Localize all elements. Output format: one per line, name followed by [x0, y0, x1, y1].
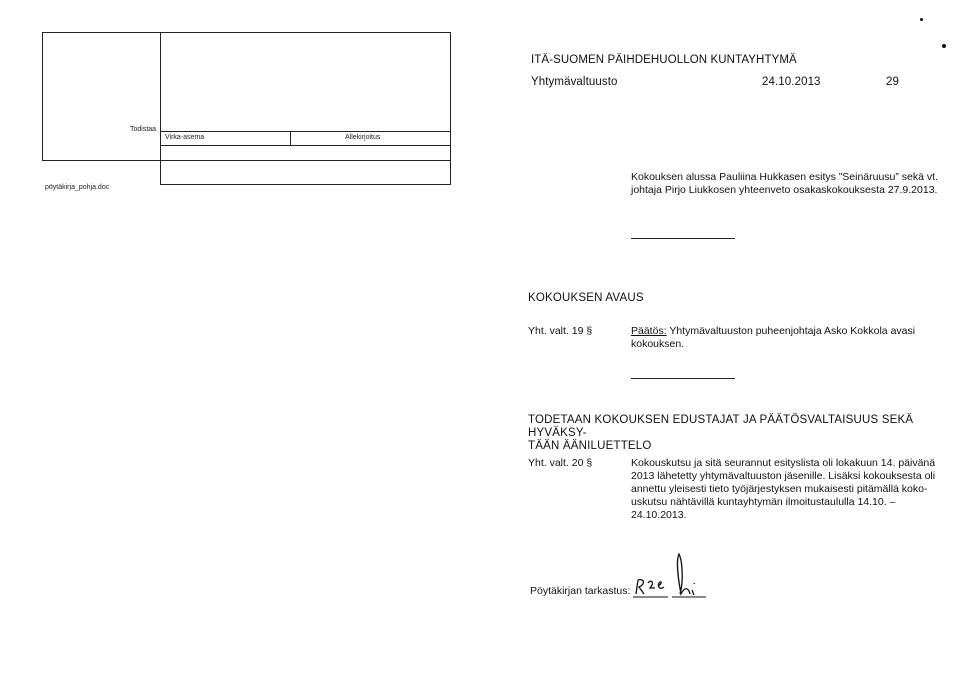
section-reference: Yht. valt. 20 § [528, 457, 593, 469]
section-body [631, 457, 935, 522]
handwritten-signature [630, 550, 720, 602]
organization-name: ITÄ-SUOMEN PÄIHDEHUOLLON KUNTAYHTYMÄ [531, 54, 797, 66]
section-reference: Yht. valt. 19 § [528, 325, 593, 337]
body-line: uskutsu nähtävillä kuntayhtymän ilmoitustaululla 14.10. – [631, 496, 896, 508]
scan-mark [920, 18, 923, 21]
decision-label: Päätös: [631, 325, 667, 337]
intro-text [631, 171, 938, 197]
form-box-right [450, 32, 451, 184]
body-line: Kokouskutsu ja sitä seurannut esityslista oli lokakuun 14. päivänä [631, 457, 936, 469]
review-label: Pöytäkirjan tarkastus: [530, 585, 631, 597]
form-box-row1 [160, 131, 451, 132]
section-heading [528, 414, 960, 453]
council-name: Yhtymävaltuusto [531, 76, 618, 88]
form-box-left-col [160, 32, 161, 184]
decision-text [631, 325, 915, 351]
form-box-row2 [160, 145, 451, 146]
form-box-left [42, 32, 43, 161]
allekirjoitus-label: Allekirjoitus [345, 134, 381, 141]
todistaa-label: Todistaa [130, 126, 157, 133]
decision-body: kokouksen. [631, 338, 685, 350]
intro-line: Kokouksen alussa Pauliina Hukkasen esitys ”Seinäruusu” sekä vt. [631, 171, 938, 183]
body-line: 24.10.2013. [631, 509, 687, 521]
form-box-top [42, 32, 451, 33]
form-box-vsep [290, 131, 291, 145]
meeting-date: 24.10.2013 [762, 76, 821, 88]
virka-asema-label: Virka-asema [165, 134, 205, 141]
section-heading-line: TODETAAN KOKOUKSEN EDUSTAJAT JA PÄÄTÖSVALTAISUUS SEKÄ HYVÄKSY- [528, 414, 914, 439]
form-box-row3 [42, 160, 451, 161]
decision-body: Yhtymävaltuuston puheenjohtaja Asko Kokkola avasi [666, 325, 916, 337]
body-line: 2013 lähetetty yhtymävaltuuston jäsenille. Lisäksi kokouksesta oli [631, 470, 936, 482]
section-heading-line: TÄÄN ÄÄNILUETTELO [528, 440, 652, 452]
file-name: pöytäkirja_pohja.doc [45, 184, 110, 191]
intro-line: johtaja Pirjo Liukkosen yhteenveto osakaskokouksesta 27.9.2013. [631, 184, 938, 196]
separator-rule [631, 238, 735, 239]
separator-rule [631, 378, 735, 379]
section-heading: KOKOUKSEN AVAUS [528, 292, 644, 304]
page-number: 29 [886, 76, 899, 88]
scan-mark [942, 44, 946, 48]
form-box-bottom [160, 184, 451, 185]
body-line: annettu yleisesti tieto työjärjestyksen mukaisesti pitämällä koko- [631, 483, 928, 495]
